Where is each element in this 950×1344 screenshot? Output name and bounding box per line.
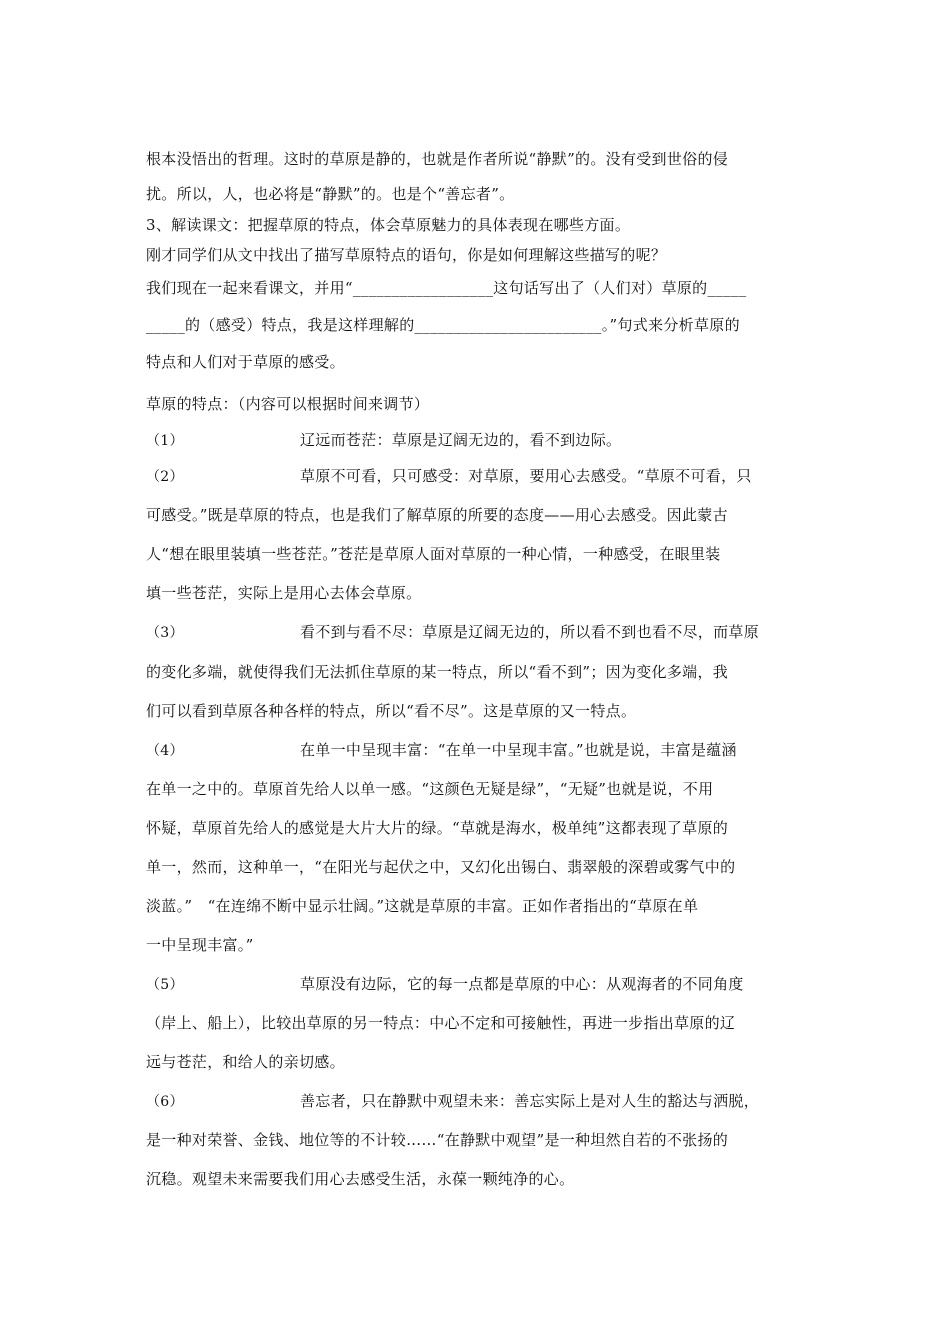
- list-item-3: [146, 622, 759, 643]
- item-number: （4）: [146, 743, 184, 759]
- paragraph-line: 怀疑，草原首先给人的感觉是大片大片的绿。“草就是海水，极单纯”这都表现了草原的: [146, 819, 729, 837]
- paragraph-line: 是一种对荣誉、金钱、地位等的不计较……“在静默中观望”是一种坦然自若的不张扬的: [146, 1131, 729, 1149]
- paragraph-line: 扰。所以，人，也必将是“静默”的。也是个“善忘者”。: [146, 185, 515, 203]
- paragraph-line: _____的（感受）特点，我是这样理解的________________________。”句式来分析草原的: [146, 316, 740, 334]
- list-item-5: [146, 974, 744, 995]
- item-text: 草原不可看，只可感受：对草原，要用心去感受。“草原不可看，只: [300, 467, 752, 485]
- subheading: 草原的特点：（内容可以根据时间来调节）: [146, 395, 430, 413]
- paragraph-line: 填一些苍茫，实际上是用心去体会草原。: [146, 584, 422, 602]
- paragraph-line: 可感受。”既是草原的特点，也是我们了解草原的所要的态度——用心去感受。因此蒙古: [146, 506, 728, 524]
- item-number: （6）: [146, 1094, 184, 1110]
- paragraph-line: 远与苍茫，和给人的亲切感。: [146, 1053, 345, 1071]
- list-item-2: [146, 466, 752, 487]
- paragraph-line: 淡蓝。” “在连绵不断中显示壮阔。”这就是草原的丰富。正如作者指出的“草原在单: [146, 897, 699, 915]
- paragraph-line: 人“想在眼里装填一些苍茫。”苍茫是草原人面对草原的一种心情，一种感受，在眼里装: [146, 545, 721, 563]
- paragraph-line: 沉稳。观望未来需要我们用心去感受生活，永葆一颗纯净的心。: [146, 1170, 575, 1188]
- paragraph-line: 们可以看到草原各种各样的特点，所以“看不尽”。这是草原的又一特点。: [146, 702, 637, 720]
- item-text: 辽远而苍茫：草原是辽阔无边的，看不到边际。: [300, 431, 622, 449]
- paragraph-line: 刚才同学们从文中找出了描写草原特点的语句，你是如何理解这些描写的呢？: [146, 246, 667, 264]
- item-text: 看不到与看不尽：草原是辽阔无边的，所以看不到也看不尽，而草原: [300, 623, 760, 641]
- item-text: 在单一中呈现丰富：“在单一中呈现丰富。”也就是说，丰富是蕴涵: [300, 741, 737, 759]
- section-heading: 3、解读课文：把握草原的特点，体会草原魅力的具体表现在哪些方面。: [146, 216, 631, 234]
- list-item-4: [146, 740, 737, 761]
- item-number: （2）: [146, 469, 184, 485]
- list-item-1: [146, 430, 621, 451]
- paragraph-line: 我们现在一起来看课文，并用“__________________这句话写出了（人们对）草原的_____: [146, 279, 747, 297]
- paragraph-line: 单一，然而，这种单一，“在阳光与起伏之中，又幻化出锡白、翡翠般的深碧或雾气中的: [146, 858, 736, 876]
- paragraph-line: （岸上、船上），比较出草原的另一特点：中心不定和可接触性，再进一步指出草原的辽: [146, 1014, 736, 1032]
- paragraph-line: 在单一之中的。草原首先给人以单一感。“这颜色无疑是绿”，“无疑”也就是说，不用: [146, 780, 714, 798]
- item-text: 草原没有边际，它的每一点都是草原的中心：从观海者的不同角度: [300, 975, 744, 993]
- paragraph-line: 的变化多端，就使得我们无法抓住草原的某一特点，所以“看不到”；因为变化多端，我: [146, 663, 729, 681]
- paragraph-line: 根本没悟出的哲理。这时的草原是静的，也就是作者所说“静默”的。没有受到世俗的侵: [146, 150, 729, 168]
- item-number: （1）: [146, 433, 184, 449]
- item-number: （5）: [146, 977, 184, 993]
- item-text: 善忘者，只在静默中观望未来：善忘实际上是对人生的豁达与洒脱，: [300, 1092, 760, 1110]
- list-item-6: [146, 1091, 759, 1112]
- item-number: （3）: [146, 625, 184, 641]
- paragraph-line: 特点和人们对于草原的感受。: [146, 353, 345, 371]
- paragraph-line: 一中呈现丰富。”: [146, 936, 254, 954]
